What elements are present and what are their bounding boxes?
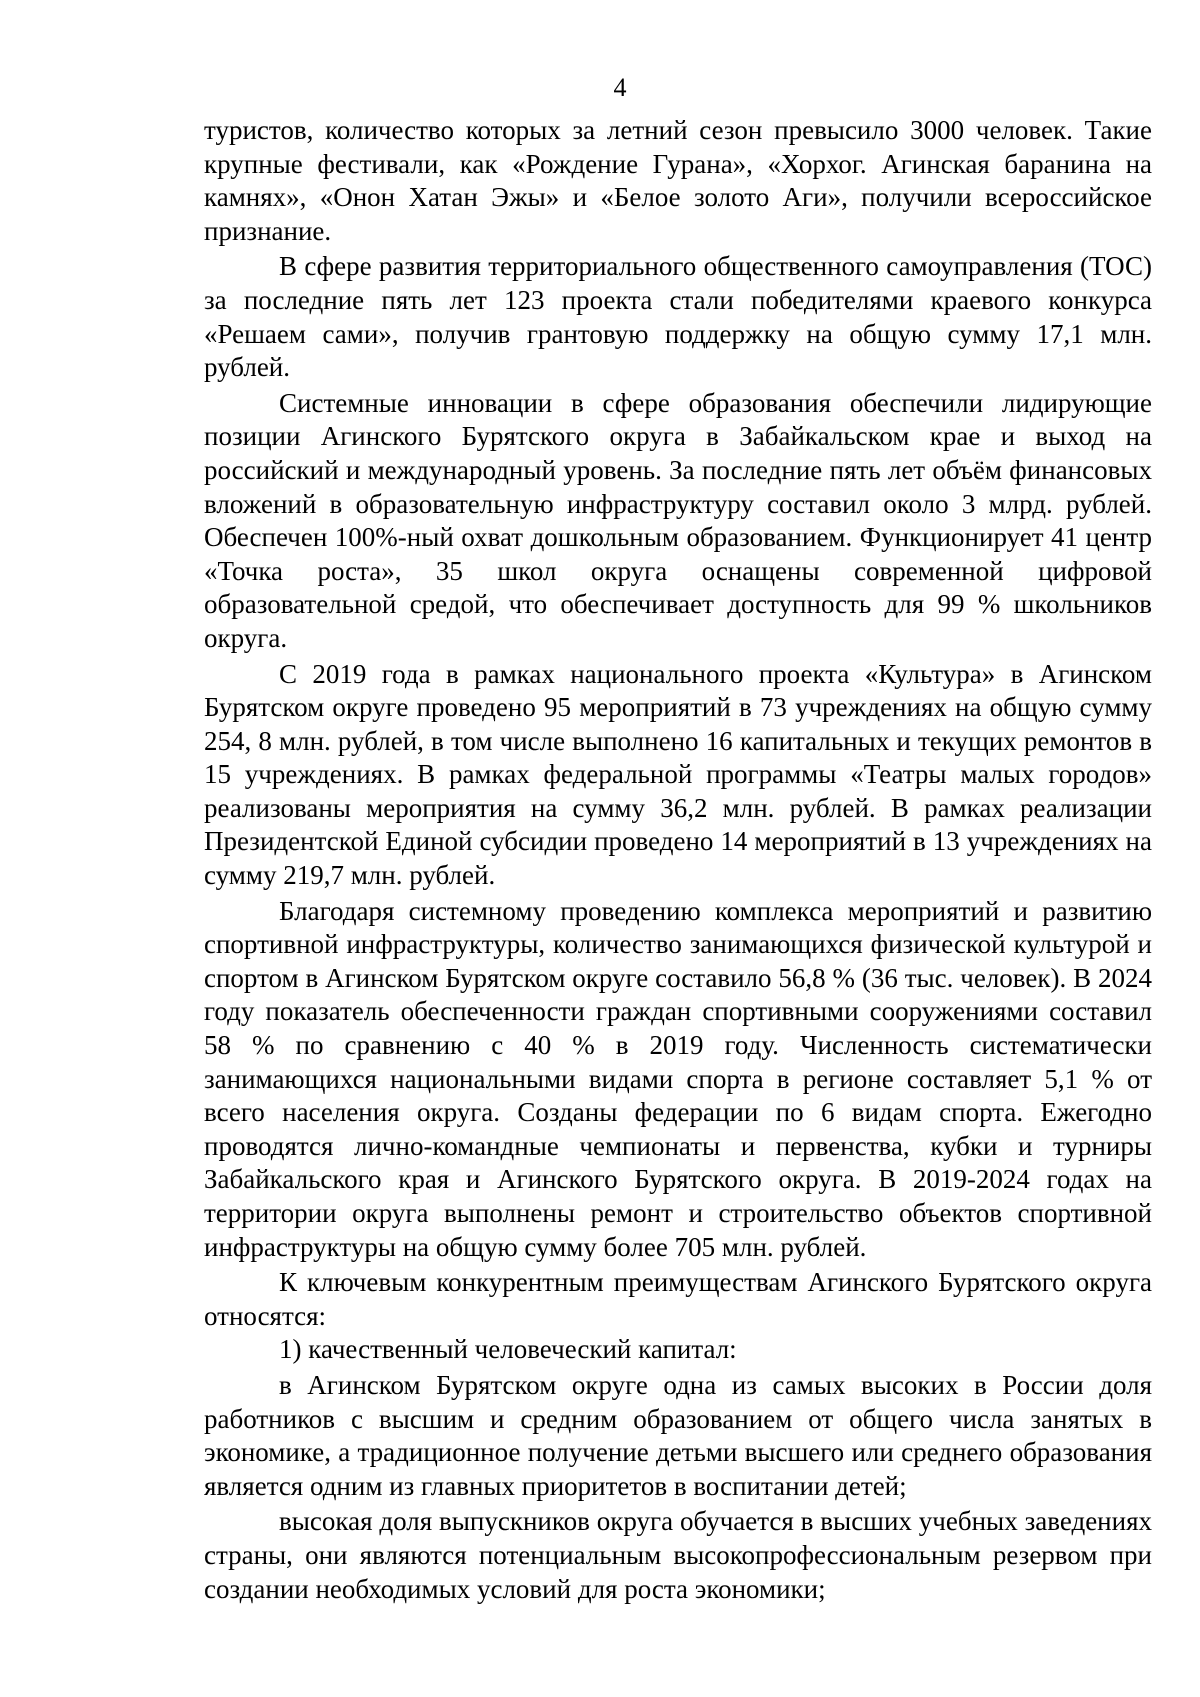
paragraph-tos: В сфере развития территориального общественного самоуправления (ТОС) за последние пять лет 123 проекта стали победителями краевого конкурса «Решаем сами», получив грантовую поддержку на общую сумму 17,1 млн. рублей.: [204, 251, 1152, 383]
paragraph-tourists-festivals: туристов, количество которых за летний сезон превысило 3000 человек. Такие крупные фестивали, как «Рождение Гурана», «Хорхог. Агинская баранина на камнях», «Онон Хатан Эжы» и «Белое золото Аги», получили всероссийское признание.: [204, 115, 1152, 246]
document-body: [204, 114, 1152, 1606]
paragraph-culture: С 2019 года в рамках национального проекта «Культура» в Агинском Бурятском округе проведено 95 мероприятий в 73 учреждениях на общую сумму 254, 8 млн. рублей, в том числе выполнено 16 капитальных и текущих ремонтов в 15 учреждениях. В рамках федеральной программы «Театры малых городов» реализованы мероприятия на сумму 36,2 млн. рублей. В рамках реализации Президентской Единой субсидии проведено 14 мероприятий в 13 учреждениях на сумму 219,7 млн. рублей.: [204, 658, 1152, 891]
paragraph-graduates: высокая доля выпускников округа обучается в высших учебных заведениях страны, они являются потенциальным высокопрофессиональным резервом при создании необходимых условий для роста экономики;: [204, 1506, 1152, 1604]
paragraph-higher-education-share: в Агинском Бурятском округе одна из самых высоких в России доля работников с высшим и средним образованием от общего числа занятых в экономике, а традиционное получение детьми высшего или среднего образования является одним из главных приоритетов в воспитании детей;: [204, 1369, 1152, 1501]
list-item-human-capital: 1) качественный человеческий капитал:: [279, 1334, 737, 1365]
paragraph-advantages-intro: К ключевым конкурентным преимуществам Агинского Бурятского округа относятся:: [204, 1267, 1152, 1331]
page-number: 4: [613, 73, 627, 102]
paragraph-education: Системные инновации в сфере образования обеспечили лидирующие позиции Агинского Бурятского округа в Забайкальском крае и выход на российский и международный уровень. За последние пять лет объём финансовых вложений в образовательную инфраструктуру составил около 3 млрд. рублей. Обеспечен 100%-ный охват дошкольным образованием. Функционирует 41 центр «Точка роста», 35 школ округа оснащены современной цифровой образовательной средой, что обеспечивает доступность для 99 % школьников округа.: [204, 387, 1152, 653]
paragraph-sport: Благодаря системному проведению комплекса мероприятий и развитию спортивной инфраструктуры, количество занимающихся физической культурой и спортом в Агинском Бурятском округе составило 56,8 % (36 тыс. человек). В 2024 году показатель обеспеченности граждан спортивными сооружениями составил 58 % по сравнению с 40 % в 2019 году. Численность систематически занимающихся национальными видами спорта в регионе составляет 5,1 % от всего населения округа. Созданы федерации по 6 видам спорта. Ежегодно проводятся лично-командные чемпионаты и первенства, кубки и турниры Забайкальского края и Агинского Бурятского округа. В 2019-2024 годах на территории округа выполнены ремонт и строительство объектов спортивной инфраструктуры на общую сумму более 705 млн. рублей.: [204, 895, 1152, 1262]
